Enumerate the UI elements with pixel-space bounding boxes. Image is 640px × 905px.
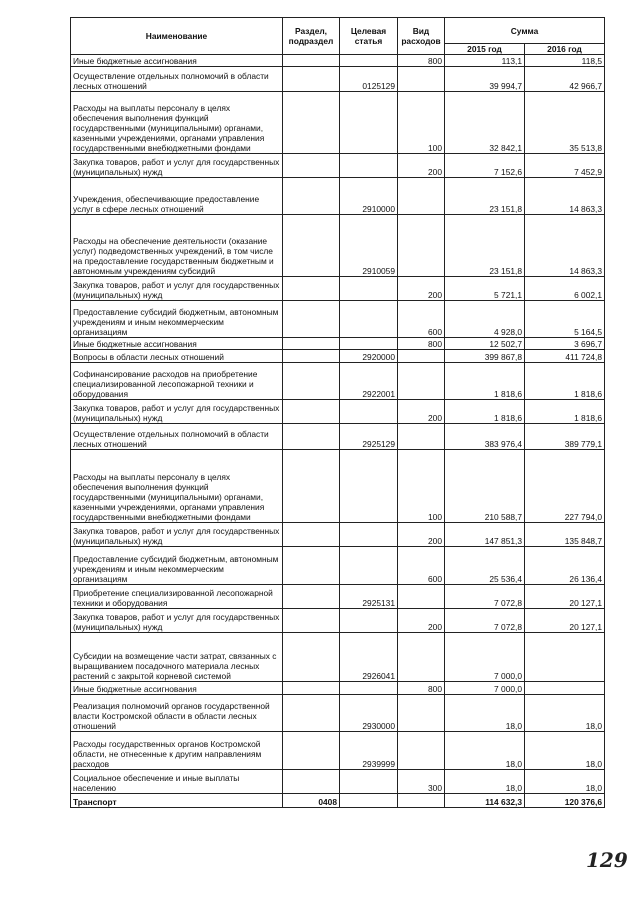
- row-section: [283, 55, 340, 67]
- row-2016: 1 818,6: [525, 363, 605, 400]
- row-target: [340, 547, 398, 585]
- row-name: Реализация полномочий органов государственной власти Костромской области в области лесных отношений: [71, 695, 283, 732]
- table-row: [71, 794, 605, 808]
- row-name: Иные бюджетные ассигнования: [71, 338, 283, 350]
- table-row: [71, 55, 605, 67]
- row-2016: 20 127,1: [525, 585, 605, 609]
- row-section: [283, 424, 340, 450]
- row-type: [398, 732, 445, 770]
- row-section: [283, 682, 340, 695]
- row-2016: 42 966,7: [525, 67, 605, 92]
- row-target: [340, 523, 398, 547]
- row-section: [283, 732, 340, 770]
- row-target: [340, 92, 398, 154]
- row-2015: 18,0: [445, 732, 525, 770]
- row-type: [398, 633, 445, 682]
- table-row: [71, 400, 605, 424]
- table-row: [71, 67, 605, 92]
- row-name: Осуществление отдельных полномочий в области лесных отношений: [71, 424, 283, 450]
- row-2016: 18,0: [525, 770, 605, 794]
- row-type: 600: [398, 547, 445, 585]
- row-type: 300: [398, 770, 445, 794]
- row-target: 2925131: [340, 585, 398, 609]
- row-2015: 18,0: [445, 695, 525, 732]
- row-name: Транспорт: [71, 794, 283, 808]
- row-name: Софинансирование расходов на приобретение специализированной лесопожарной техники и оборудования: [71, 363, 283, 400]
- row-type: [398, 215, 445, 277]
- table-row: [71, 92, 605, 154]
- row-target: [340, 277, 398, 301]
- row-section: [283, 67, 340, 92]
- row-name: Закупка товаров, работ и услуг для государственных (муниципальных) нужд: [71, 609, 283, 633]
- table-row: [71, 301, 605, 338]
- row-name: Предоставление субсидий бюджетным, автономным учреждениям и иным некоммерческим организациям: [71, 301, 283, 338]
- row-target: [340, 55, 398, 67]
- row-target: 2910059: [340, 215, 398, 277]
- row-name: Учреждения, обеспечивающие предоставление услуг в сфере лесных отношений: [71, 178, 283, 215]
- row-2015: 39 994,7: [445, 67, 525, 92]
- row-2016: 227 794,0: [525, 450, 605, 523]
- row-target: [340, 770, 398, 794]
- table-row: [71, 338, 605, 350]
- row-section: [283, 277, 340, 301]
- row-name: Предоставление субсидий бюджетным, автономным учреждениям и иным некоммерческим организациям: [71, 547, 283, 585]
- row-2015: 113,1: [445, 55, 525, 67]
- row-target: [340, 400, 398, 424]
- row-2015: 210 588,7: [445, 450, 525, 523]
- row-name: Социальное обеспечение и иные выплаты населению: [71, 770, 283, 794]
- row-type: [398, 67, 445, 92]
- row-2016: 35 513,8: [525, 92, 605, 154]
- row-target: [340, 682, 398, 695]
- table-row: [71, 732, 605, 770]
- row-2015: 7 000,0: [445, 633, 525, 682]
- row-target: [340, 450, 398, 523]
- header-2015: 2015 год: [445, 44, 525, 55]
- row-name: Закупка товаров, работ и услуг для государственных (муниципальных) нужд: [71, 400, 283, 424]
- row-2016: 5 164,5: [525, 301, 605, 338]
- row-target: [340, 794, 398, 808]
- row-2016: 20 127,1: [525, 609, 605, 633]
- table-row: [71, 547, 605, 585]
- row-2015: 7 152,6: [445, 154, 525, 178]
- table-row: [71, 277, 605, 301]
- row-target: [340, 301, 398, 338]
- row-section: [283, 350, 340, 363]
- row-type: [398, 350, 445, 363]
- row-2015: 7 072,8: [445, 609, 525, 633]
- row-2015: 114 632,3: [445, 794, 525, 808]
- row-type: [398, 585, 445, 609]
- row-name: Расходы на выплаты персоналу в целях обеспечения выполнения функций государственными (муниципальными) органами, казенными учреждениями, органами управления государственными внебюджетными фондами: [71, 450, 283, 523]
- row-section: [283, 363, 340, 400]
- row-2016: 14 863,3: [525, 178, 605, 215]
- row-2015: 12 502,7: [445, 338, 525, 350]
- row-name: Иные бюджетные ассигнования: [71, 55, 283, 67]
- row-2015: 5 721,1: [445, 277, 525, 301]
- row-target: 2925129: [340, 424, 398, 450]
- row-2015: 23 151,8: [445, 178, 525, 215]
- header-type: Вид расходов: [398, 18, 445, 55]
- row-section: [283, 633, 340, 682]
- row-type: [398, 424, 445, 450]
- row-type: [398, 178, 445, 215]
- row-target: [340, 609, 398, 633]
- row-2015: 23 151,8: [445, 215, 525, 277]
- row-name: Вопросы в области лесных отношений: [71, 350, 283, 363]
- row-name: Расходы на обеспечение деятельности (оказание услуг) подведомственных учреждений, в том числе на предоставление государственным бюджетным и автономным учреждениям субсидий: [71, 215, 283, 277]
- row-section: [283, 338, 340, 350]
- row-type: 800: [398, 682, 445, 695]
- row-section: [283, 301, 340, 338]
- row-section: [283, 695, 340, 732]
- row-target: 2920000: [340, 350, 398, 363]
- header-target: Целевая статья: [340, 18, 398, 55]
- row-target: 2926041: [340, 633, 398, 682]
- row-2016: 18,0: [525, 695, 605, 732]
- row-2016: 135 848,7: [525, 523, 605, 547]
- table-row: [71, 682, 605, 695]
- row-2016: [525, 682, 605, 695]
- row-2016: 118,5: [525, 55, 605, 67]
- row-2016: 1 818,6: [525, 400, 605, 424]
- header-name: Наименование: [71, 18, 283, 55]
- row-section: [283, 450, 340, 523]
- row-section: [283, 523, 340, 547]
- row-name: Закупка товаров, работ и услуг для государственных (муниципальных) нужд: [71, 277, 283, 301]
- row-2016: 411 724,8: [525, 350, 605, 363]
- row-2015: 399 867,8: [445, 350, 525, 363]
- row-section: [283, 215, 340, 277]
- row-type: 200: [398, 277, 445, 301]
- row-target: 2939999: [340, 732, 398, 770]
- row-2016: 120 376,6: [525, 794, 605, 808]
- row-type: 800: [398, 55, 445, 67]
- row-target: 2930000: [340, 695, 398, 732]
- row-2016: 6 002,1: [525, 277, 605, 301]
- row-2015: 1 818,6: [445, 363, 525, 400]
- table-row: [71, 770, 605, 794]
- row-type: 200: [398, 609, 445, 633]
- row-target: [340, 338, 398, 350]
- row-section: [283, 92, 340, 154]
- row-name: Приобретение специализированной лесопожарной техники и оборудования: [71, 585, 283, 609]
- table-row: [71, 609, 605, 633]
- row-section: [283, 154, 340, 178]
- row-2016: 3 696,7: [525, 338, 605, 350]
- table-row: [71, 424, 605, 450]
- row-name: Закупка товаров, работ и услуг для государственных (муниципальных) нужд: [71, 154, 283, 178]
- row-type: 100: [398, 92, 445, 154]
- table-body: [71, 55, 605, 808]
- row-2016: 18,0: [525, 732, 605, 770]
- row-2015: 7 072,8: [445, 585, 525, 609]
- row-2015: 32 842,1: [445, 92, 525, 154]
- table-row: [71, 523, 605, 547]
- table-row: [71, 363, 605, 400]
- row-type: [398, 794, 445, 808]
- row-2016: 7 452,9: [525, 154, 605, 178]
- row-section: [283, 585, 340, 609]
- row-type: 200: [398, 154, 445, 178]
- row-target: 2910000: [340, 178, 398, 215]
- table-row: [71, 154, 605, 178]
- budget-table: [70, 17, 605, 808]
- row-2016: 26 136,4: [525, 547, 605, 585]
- row-2015: 18,0: [445, 770, 525, 794]
- page-number: 129: [586, 848, 628, 872]
- row-target: 2922001: [340, 363, 398, 400]
- header-2016: 2016 год: [525, 44, 605, 55]
- row-section: [283, 770, 340, 794]
- table-row: [71, 633, 605, 682]
- header-sum: Сумма: [445, 18, 605, 44]
- row-type: 100: [398, 450, 445, 523]
- table-row: [71, 178, 605, 215]
- table-row: [71, 350, 605, 363]
- row-2016: 389 779,1: [525, 424, 605, 450]
- row-type: 600: [398, 301, 445, 338]
- row-2015: 383 976,4: [445, 424, 525, 450]
- header-section: Раздел, подраздел: [283, 18, 340, 55]
- row-type: [398, 695, 445, 732]
- row-2015: 1 818,6: [445, 400, 525, 424]
- row-type: 800: [398, 338, 445, 350]
- row-2016: [525, 633, 605, 682]
- row-target: 0125129: [340, 67, 398, 92]
- row-2015: 25 536,4: [445, 547, 525, 585]
- row-name: Закупка товаров, работ и услуг для государственных (муниципальных) нужд: [71, 523, 283, 547]
- row-section: [283, 400, 340, 424]
- table-row: [71, 585, 605, 609]
- row-section: [283, 178, 340, 215]
- row-2015: 4 928,0: [445, 301, 525, 338]
- table-row: [71, 215, 605, 277]
- row-2015: 147 851,3: [445, 523, 525, 547]
- row-name: Расходы государственных органов Костромской области, не отнесенные к другим направлениям расходов: [71, 732, 283, 770]
- row-section: [283, 609, 340, 633]
- row-section: 0408: [283, 794, 340, 808]
- table-row: [71, 695, 605, 732]
- row-name: Иные бюджетные ассигнования: [71, 682, 283, 695]
- row-name: Осуществление отдельных полномочий в области лесных отношений: [71, 67, 283, 92]
- row-name: Субсидии на возмещение части затрат, связанных с выращиванием посадочного материала лесных растений с закрытой корневой системой: [71, 633, 283, 682]
- row-type: 200: [398, 400, 445, 424]
- row-2015: 7 000,0: [445, 682, 525, 695]
- row-type: [398, 363, 445, 400]
- table-row: [71, 450, 605, 523]
- row-name: Расходы на выплаты персоналу в целях обеспечения выполнения функций государственными (муниципальными) органами, казенными учреждениями, органами управления государственными внебюджетными фондами: [71, 92, 283, 154]
- row-target: [340, 154, 398, 178]
- row-2016: 14 863,3: [525, 215, 605, 277]
- row-type: 200: [398, 523, 445, 547]
- row-section: [283, 547, 340, 585]
